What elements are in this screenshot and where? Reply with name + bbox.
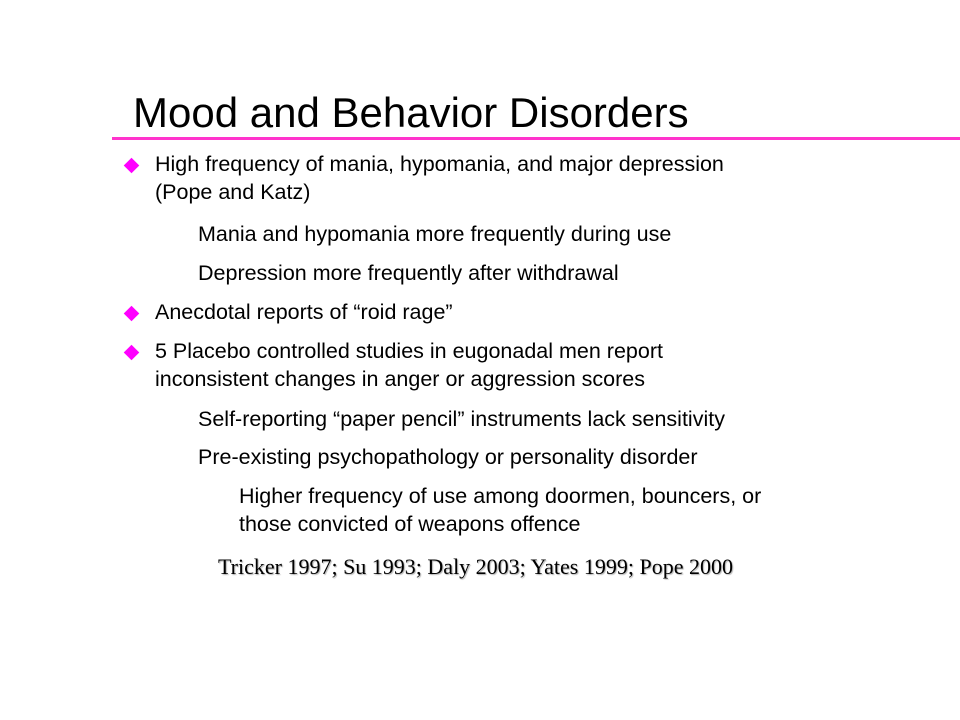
sub-point-4: Pre-existing psychopathology or personality disorder (198, 445, 698, 469)
bullet-3 (155, 337, 663, 393)
sub-point-2: Depression more frequently after withdrawal (198, 261, 619, 285)
bullet-1-line-2: (Pope and Katz) (155, 180, 311, 204)
sub-sub-point (239, 482, 761, 538)
bullet-2: Anecdotal reports of “roid rage” (155, 300, 453, 324)
slide-title: Mood and Behavior Disorders (133, 89, 689, 136)
pink-diamond-bullet-icon (124, 345, 140, 361)
sub-point-3: Self-reporting “paper pencil” instruments lack sensitivity (198, 407, 725, 431)
title-underline (112, 137, 960, 140)
sub-point-1: Mania and hypomania more frequently during use (198, 222, 672, 246)
sub-sub-point-line-1: Higher frequency of use among doormen, bouncers, or (239, 484, 762, 508)
pink-diamond-bullet-icon (124, 306, 140, 322)
bullet-1-line-1: High frequency of mania, hypomania, and major depression (155, 152, 724, 176)
bullet-1 (155, 150, 724, 206)
bullet-3-line-2: inconsistent changes in anger or aggression scores (155, 367, 646, 391)
references: Tricker 1997; Su 1993; Daly 2003; Yates 1999; Pope 2000 (218, 554, 733, 579)
sub-sub-point-line-2: those convicted of weapons offence (239, 512, 581, 536)
pink-diamond-bullet-icon (124, 158, 140, 174)
bullet-3-line-1: 5 Placebo controlled studies in eugonadal men report (155, 339, 663, 363)
